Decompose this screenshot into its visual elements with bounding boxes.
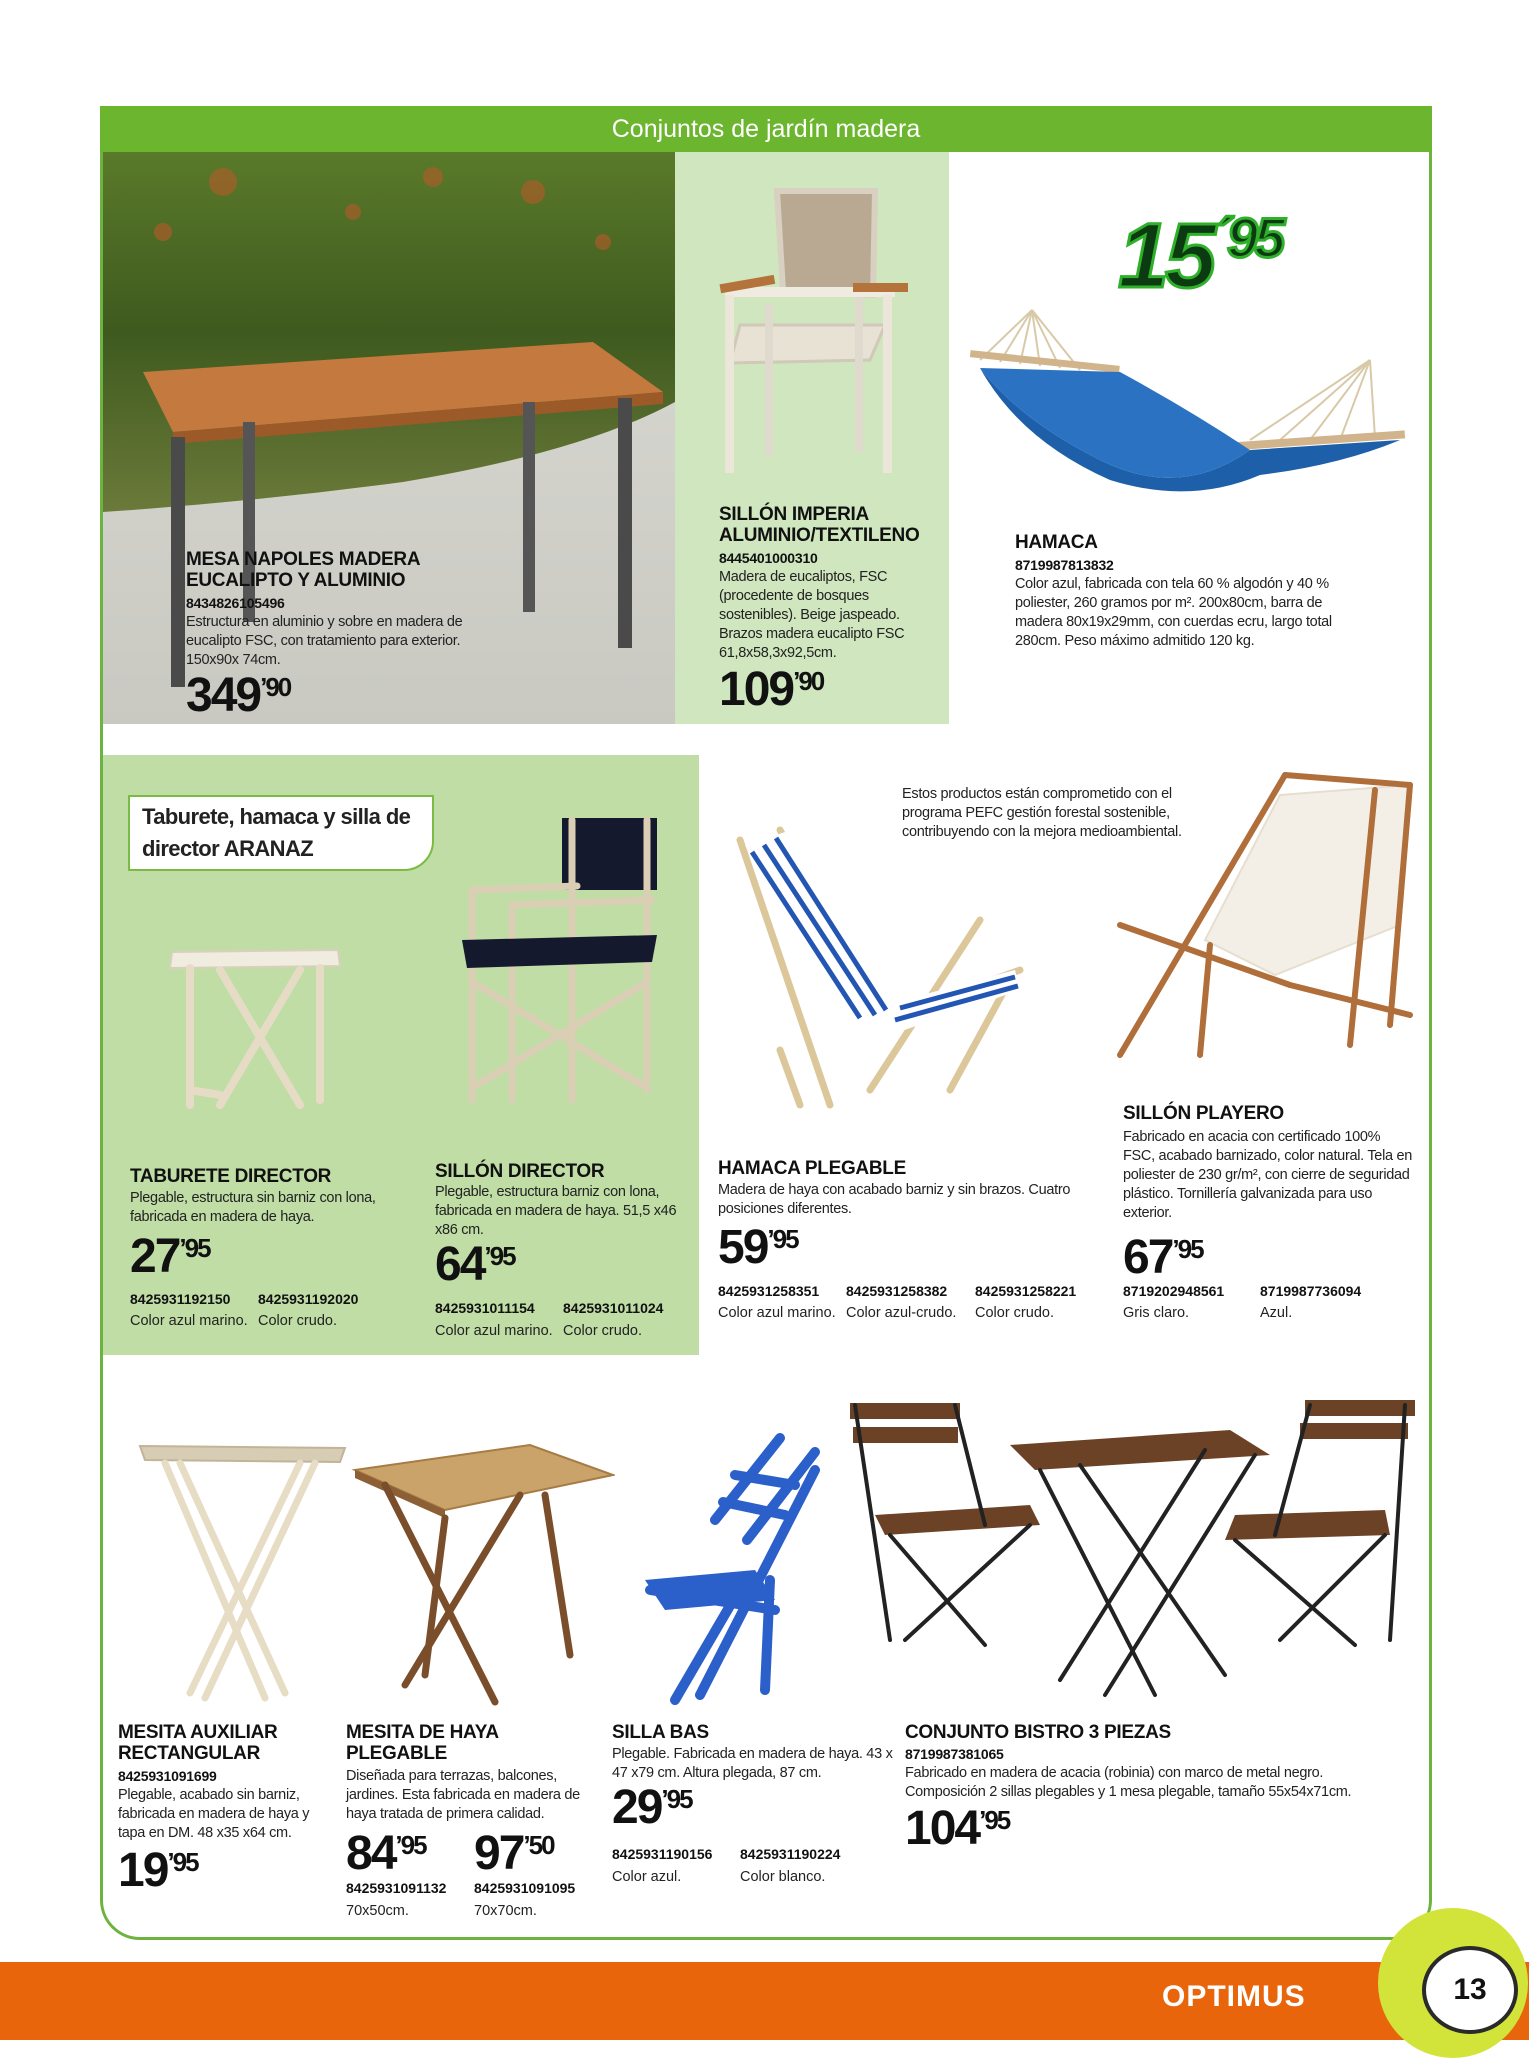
sillon-director-ean-1: 8425931011154 (435, 1300, 535, 1316)
mesa-napoles-price: 349’90 (186, 669, 291, 722)
sillon-playero-price: 67’95 (1123, 1231, 1203, 1284)
hamaca-plegable-ean-3: 8425931258221 (975, 1283, 1077, 1299)
mesita-auxiliar-ean: 8425931091699 (118, 1768, 217, 1784)
mesita-auxiliar-price: 19’95 (118, 1844, 198, 1897)
mesita-haya-ean-2: 8425931091095 (474, 1880, 576, 1896)
taburete-director-price: 27’95 (130, 1230, 210, 1283)
hamaca-desc: Color azul, fabricada con tela 60 % algodón y 40 % poliester, 260 gramos por m². 200x80cm, barra de madera 80x19x29mm, con cuerdas ecru, largo total 280cm. Peso máximo admitido 120 kg. (1015, 576, 1332, 649)
sillon-director-desc: Plegable, estructura barniz con lona, fabricada en madera de haya. 51,5 x46 x86 cm. (435, 1184, 677, 1238)
brand-logo: OPTIMUS (1162, 1980, 1306, 2013)
mesa-napoles-desc: Estructura en aluminio y sobre en madera de eucalipto FSC, con tratamiento para exterior. 150x90x 74cm. (186, 614, 463, 668)
conjunto-bistro-price: 104’95 (905, 1802, 1010, 1855)
sillon-director-ean-2: 8425931011024 (563, 1300, 664, 1316)
section-banner: Conjuntos de jardín madera (100, 106, 1432, 152)
silla-bas-desc: Plegable. Fabricada en madera de haya. 43 x 47 x79 cm. Altura plegada, 87 cm. (612, 1746, 893, 1781)
hamaca-plegable-color-3: Color crudo. (975, 1305, 1054, 1321)
mesita-haya-desc: Diseñada para terrazas, balcones, jardines. Esta fabricada en madera de haya tratada de primera calidad. (346, 1768, 580, 1822)
pefc-note: Estos productos están comprometido con el programa PEFC gestión forestal sostenible, contribuyendo con la mejora medioambiental. (902, 786, 1182, 840)
hamaca-photo (960, 300, 1420, 510)
hamaca-plegable-color-1: Color azul marino. (718, 1305, 836, 1321)
silla-bas-ean-1: 8425931190156 (612, 1846, 713, 1862)
mesita-auxiliar-title: MESITA AUXILIAR RECTANGULAR (118, 1722, 278, 1764)
silla-bas-ean-2: 8425931190224 (740, 1846, 841, 1862)
sillon-director-price: 64’95 (435, 1238, 515, 1291)
mesita-haya-price-1: 84’95 (346, 1827, 426, 1880)
taburete-director-color-2: Color crudo. (258, 1313, 337, 1329)
hamaca-title: HAMACA (1015, 532, 1098, 553)
mesita-haya-title: MESITA DE HAYA PLEGABLE (346, 1722, 499, 1764)
taburete-director-ean-1: 8425931192150 (130, 1291, 231, 1307)
mesita-haya-price-2: 97’50 (474, 1827, 554, 1880)
mesita-auxiliar-photo (135, 1438, 350, 1708)
mesa-napoles-ean: 8434826105496 (186, 595, 285, 611)
mesita-haya-photo (345, 1440, 615, 1710)
conjunto-bistro-desc: Fabricado en madera de acacia (robinia) con marco de metal negro. Composición 2 sillas plegables y 1 mesa plegable, tamaño 55x54x71cm. (905, 1765, 1352, 1800)
conjunto-bistro-photo (845, 1395, 1420, 1715)
hamaca-plegable-title: HAMACA PLEGABLE (718, 1158, 906, 1179)
mesita-haya-size-1: 70x50cm. (346, 1903, 409, 1919)
sillon-imperia-price: 109’90 (719, 663, 824, 716)
page-number: 13 (1422, 1946, 1518, 2034)
sillon-playero-color-2: Azul. (1260, 1305, 1293, 1321)
sillon-playero-title: SILLÓN PLAYERO (1123, 1103, 1284, 1124)
conjunto-bistro-ean: 8719987381065 (905, 1746, 1004, 1762)
sillon-imperia-title: SILLÓN IMPERIA ALUMINIO/TEXTILENO (719, 504, 920, 546)
mesita-haya-ean-1: 8425931091132 (346, 1880, 447, 1896)
sillon-director-photo (452, 810, 667, 1110)
sillon-imperia-photo (705, 185, 915, 475)
sillon-playero-desc: Fabricado en acacia con certificado 100% FSC, acabado barnizado, color natural. Tela en poliester de 230 gr/m², con cierre de seguridad plástico. Tornillería galvanizada para uso exterior. (1123, 1129, 1413, 1221)
sillon-imperia-desc: Madera de eucaliptos, FSC (procedente de bosques sostenibles). Beige jaspeado. Brazos madera eucalipto FSC 61,8x58,3x92,5cm. (719, 569, 905, 661)
hamaca-plegable-ean-2: 8425931258382 (846, 1283, 948, 1299)
silla-bas-color-2: Color blanco. (740, 1869, 826, 1885)
conjunto-bistro-title: CONJUNTO BISTRO 3 PIEZAS (905, 1722, 1171, 1743)
sillon-imperia-ean: 8445401000310 (719, 550, 818, 566)
taburete-director-color-1: Color azul marino. (130, 1313, 248, 1329)
mesita-haya-size-2: 70x70cm. (474, 1903, 537, 1919)
silla-bas-price: 29’95 (612, 1781, 692, 1834)
sillon-playero-color-1: Gris claro. (1123, 1305, 1190, 1321)
sillon-playero-ean-1: 8719202948561 (1123, 1283, 1225, 1299)
silla-bas-photo (635, 1430, 830, 1705)
hamaca-plegable-desc: Madera de haya con acabado barniz y sin brazos. Cuatro posiciones diferentes. (718, 1182, 1071, 1217)
silla-bas-color-1: Color azul. (612, 1869, 682, 1885)
sillon-playero-photo (1110, 765, 1425, 1065)
taburete-director-photo (160, 940, 350, 1120)
hamaca-plegable-price: 59’95 (718, 1221, 798, 1274)
taburete-director-title: TABURETE DIRECTOR (130, 1166, 332, 1187)
sillon-director-color-2: Color crudo. (563, 1323, 642, 1339)
taburete-director-desc: Plegable, estructura sin barniz con lona, fabricada en madera de haya. (130, 1190, 376, 1225)
hamaca-big-price: 15´95 (1118, 205, 1282, 307)
hamaca-plegable-photo (720, 820, 1030, 1115)
sillon-director-color-1: Color azul marino. (435, 1323, 553, 1339)
sillon-director-title: SILLÓN DIRECTOR (435, 1161, 605, 1182)
hamaca-ean: 8719987813832 (1015, 557, 1114, 573)
hamaca-plegable-color-2: Color azul-crudo. (846, 1305, 957, 1321)
silla-bas-title: SILLA BAS (612, 1722, 709, 1743)
hamaca-plegable-ean-1: 8425931258351 (718, 1283, 820, 1299)
aranaz-label: Taburete, hamaca y silla de director ARANAZ (128, 795, 434, 871)
taburete-director-ean-2: 8425931192020 (258, 1291, 359, 1307)
mesa-napoles-title: MESA NAPOLES MADERA EUCALIPTO Y ALUMINIO (186, 549, 420, 591)
mesita-auxiliar-desc: Plegable, acabado sin barniz, fabricada en madera de haya y tapa en DM. 48 x35 x64 cm. (118, 1787, 310, 1841)
sillon-playero-ean-2: 8719987736094 (1260, 1283, 1362, 1299)
